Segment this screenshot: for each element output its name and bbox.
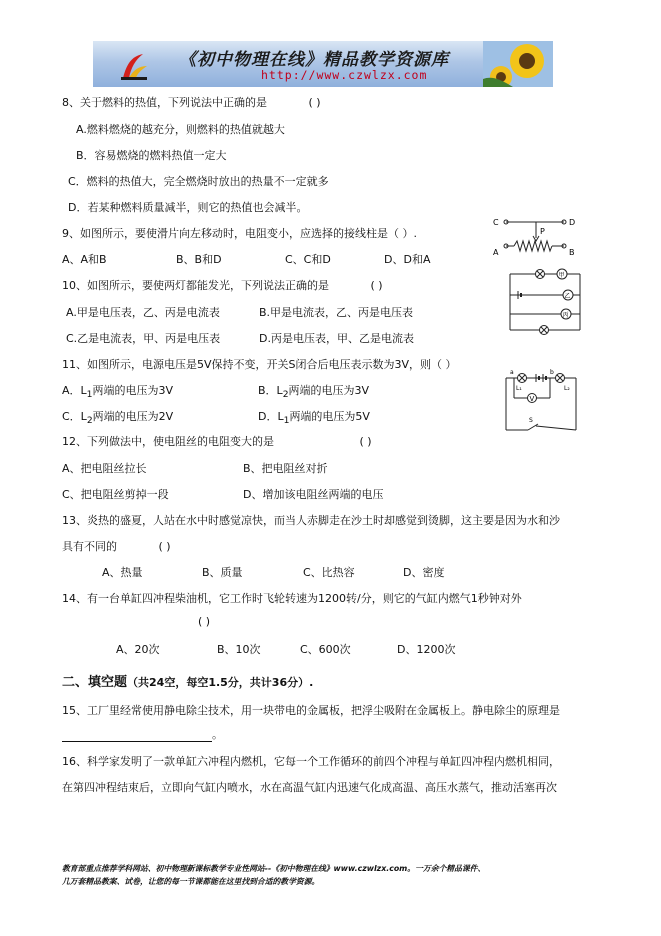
q13-stem2-text: 具有不同的: [62, 540, 117, 553]
q16-line-2: 在第四冲程结束后，立即向气缸内喷水，水在高温气缸内迅速气化成高温、高压水蒸气，推动活塞再次: [62, 781, 557, 794]
q8-option-a: A.燃料燃烧的越充分，则燃料的热值就越大: [76, 123, 285, 136]
q13-answer-paren: ( ): [158, 540, 171, 553]
q15-stem: 15、工厂里经常使用静电除尘技术，用一块带电的金属板，把浮尘吸附在金属板上。静电除尘的原理是: [62, 704, 560, 717]
q11-a-text: 两端的电压为3V: [92, 384, 174, 397]
q12-answer-paren: ( ): [359, 435, 372, 448]
sunflower-image: [483, 41, 553, 87]
q12-option-b: B、把电阻丝对折: [243, 462, 328, 475]
q14-option-d: D、1200次: [397, 643, 456, 656]
q11-c-subscript: 2: [86, 415, 93, 427]
q11-c-text: 两端的电压为2V: [92, 410, 174, 423]
q8-option-c: C．燃料的热值大，完全燃烧时放出的热量不一定就多: [68, 175, 329, 188]
q8-option-b: B．容易燃烧的燃料热值一定大: [76, 149, 227, 162]
header-banner: [93, 41, 553, 87]
page-footer: [62, 862, 622, 888]
q8-answer-paren: ( ): [308, 96, 321, 109]
q16-line-1: 16、科学家发明了一款单缸六冲程内燃机，它每一个工作循环的前四个冲程与单缸四冲程内燃机相同，: [62, 755, 560, 768]
q13-option-b: B、质量: [202, 566, 243, 579]
q10-option-c: C.乙是电流表，甲、丙是电压表: [66, 332, 221, 345]
q9-option-d: D、D和A: [384, 253, 431, 266]
q11-a-prefix: A．L: [62, 384, 87, 397]
q14-option-b: B、10次: [217, 643, 261, 656]
rheostat-label-d: D: [569, 218, 576, 227]
q10-option-b: B.甲是电流表，乙、丙是电压表: [259, 306, 414, 319]
meter-label-jia: 甲: [558, 272, 565, 279]
voltmeter-label: V: [529, 395, 535, 403]
q11-b-text: 两端的电压为3V: [288, 384, 370, 397]
circuit-label-l2: L₂: [564, 385, 570, 392]
q11-option-d: [258, 408, 370, 426]
q11-b-subscript: 2: [282, 389, 289, 401]
q10-option-d: D.丙是电压表，甲、乙是电流表: [259, 332, 414, 345]
circuit-label-l1: L₁: [516, 385, 522, 392]
circuit-label-a: a: [510, 369, 514, 376]
q8-stem: [62, 94, 321, 110]
q10-stem-text: 10、如图所示，要使两灯都能发光，下列说法正确的是: [62, 279, 329, 292]
series-circuit-diagram: [502, 368, 582, 436]
q14-stem: 14、有一台单缸四冲程柴油机，它工作时飞轮转速为1200转/分，则它的气缸内燃气1秒钟对外: [62, 592, 522, 605]
q12-option-a: A、把电阻丝拉长: [62, 462, 147, 475]
meter-label-yi: 乙: [564, 293, 571, 300]
footer-line-2: 几万套精品教案、试卷，让您的每一节课都能在这里找到合适的教学资源。: [62, 877, 320, 886]
q12-stem-text: 12、下列做法中，使电阻丝的电阻变大的是: [62, 435, 274, 448]
q13-option-d: D、密度: [403, 566, 445, 579]
rheostat-label-c: C: [493, 218, 499, 227]
meters-circuit-diagram: [504, 264, 586, 336]
rheostat-label-b: B: [569, 248, 575, 257]
banner-title: 《初中物理在线》精品教学资源库: [179, 50, 449, 70]
q13-option-a: A、热量: [102, 566, 143, 579]
q8-option-d: D．若某种燃料质量减半，则它的热值也会减半。: [68, 201, 308, 214]
footer-line-1: 教育部重点推荐学科网站、初中物理新课标教学专业性网站--《初中物理在线》www.czwlzx.com。一万余个精品课件、: [62, 864, 486, 873]
q9-option-a: A、A和B: [62, 253, 107, 266]
q10-option-a: A.甲是电压表，乙、丙是电流表: [66, 306, 220, 319]
section-title: 二、填空题: [62, 675, 128, 690]
meter-label-bing: 丙: [562, 312, 569, 319]
q11-b-prefix: B．L: [258, 384, 283, 397]
q9-stem: 9、如图所示，要使滑片向左移动时，电阻变小，应选择的接线柱是（ ）.: [62, 227, 417, 240]
q15-answer-line: [62, 726, 223, 742]
q10-stem: [62, 277, 383, 293]
q8-stem-text: 8、关于燃料的热值，下列说法中正确的是: [62, 96, 267, 109]
q12-stem: [62, 433, 372, 449]
q12-option-c: C、把电阻丝剪掉一段: [62, 488, 169, 501]
q13-stem-cont: [62, 538, 171, 554]
q11-d-subscript: 1: [283, 415, 290, 427]
q11-d-text: 两端的电压为5V: [289, 410, 370, 423]
q14-option-a: A、20次: [116, 643, 160, 656]
q10-answer-paren: ( ): [370, 279, 383, 292]
q11-a-subscript: 1: [86, 389, 93, 401]
section-note: （共24空，每空1.5分，共计36分）.: [127, 676, 314, 689]
rheostat-diagram: [488, 212, 578, 262]
q11-c-prefix: C．L: [62, 410, 87, 423]
q11-option-a: [62, 382, 173, 400]
q15-period: 。: [212, 728, 223, 741]
q11-option-c: [62, 408, 173, 426]
q14-answer-paren: ( ): [198, 615, 211, 628]
q12-option-d: D、增加该电阻丝两端的电压: [243, 488, 384, 501]
circuit-label-b: b: [550, 369, 554, 376]
q9-option-c: C、C和D: [285, 253, 331, 266]
banner-url[interactable]: http://www.czwlzx.com: [261, 68, 428, 82]
circuit-label-s: S: [529, 417, 533, 424]
q14-option-c: C、600次: [300, 643, 351, 656]
section-fill-in-heading: [62, 671, 313, 690]
q13-stem: 13、炎热的盛夏，人站在水中时感觉凉快，而当人赤脚走在沙土时却感觉到烫脚，这主要是因为水和沙: [62, 514, 560, 527]
q11-stem: 11、如图所示，电源电压是5V保持不变，开关S闭合后电压表示数为3V，则（ ）: [62, 358, 457, 371]
q11-d-prefix: D．L: [258, 410, 284, 423]
rheostat-label-a: A: [493, 248, 499, 257]
q11-option-b: [258, 382, 369, 400]
q15-answer-blank[interactable]: [62, 728, 212, 742]
rheostat-label-p: P: [540, 227, 545, 236]
q13-option-c: C、比热容: [303, 566, 355, 579]
q9-option-b: B、B和D: [176, 253, 222, 266]
site-logo: [119, 50, 149, 82]
